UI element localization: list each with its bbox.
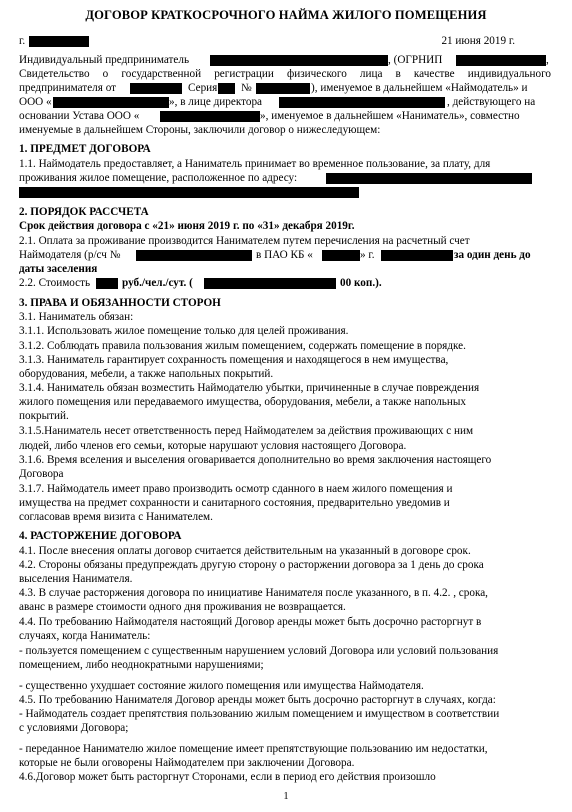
s3-line xyxy=(0,340,572,354)
redaction-block xyxy=(53,97,169,108)
redaction-block xyxy=(96,278,118,289)
intro-line xyxy=(0,110,572,124)
clause-text: 00 коп.). xyxy=(340,277,382,289)
s3-line xyxy=(0,454,572,468)
s2-line xyxy=(0,249,572,263)
intro-line xyxy=(0,82,572,96)
intro-line xyxy=(0,54,572,68)
s4-line xyxy=(0,545,572,559)
s3-line xyxy=(0,368,572,382)
redaction-block xyxy=(210,55,388,66)
s4-line xyxy=(0,559,572,573)
clause-text: 3.1. Наниматель обязан: xyxy=(19,311,134,323)
clause-text: которые не были оговорены Наймодателем при заключении Договора. xyxy=(19,757,355,769)
header-row xyxy=(0,35,572,49)
clause-text: » г. xyxy=(360,249,375,261)
redaction-block xyxy=(130,83,182,94)
intro-text: , xyxy=(546,54,549,66)
clause-text: жилого помещения или передаваемого имущества, оборудования, мебели, а также напольных xyxy=(19,396,466,408)
section-heading xyxy=(0,297,572,311)
s4-line xyxy=(0,630,572,644)
clause-text: даты заселения xyxy=(19,263,98,275)
redaction-block xyxy=(218,83,235,94)
intro-line xyxy=(0,124,572,138)
s2-line xyxy=(0,220,572,234)
s3-line xyxy=(0,325,572,339)
section-heading xyxy=(0,530,572,544)
city-prefix: г. xyxy=(19,35,26,47)
s4-line xyxy=(0,645,572,659)
intro-line xyxy=(0,68,572,82)
clause-text: 4.4. По требованию Наймодателя настоящий Договор аренды может быть досрочно расторгнут в xyxy=(19,616,482,628)
page-number: 1 xyxy=(283,791,289,802)
document-title: ДОГОВОР КРАТКОСРОЧНОГО НАЙМА ЖИЛОГО ПОМЕЩЕНИЯ xyxy=(85,8,487,22)
clause-text: Договора xyxy=(19,468,64,480)
intro-text: , действующего на xyxy=(447,96,536,108)
s3-line xyxy=(0,382,572,396)
clause-text: покрытий. xyxy=(19,410,69,422)
redaction-block xyxy=(279,97,445,108)
s3-line xyxy=(0,483,572,497)
redaction-block xyxy=(381,250,453,261)
clause-text: в ПАО КБ « xyxy=(256,249,313,261)
section-heading xyxy=(0,143,572,157)
clause-text: 1.1. Наймодатель предоставляет, а Наниматель принимает во временное пользование, за плату, для xyxy=(19,158,491,170)
clause-text: помещением, либо неоднократными нарушениями; xyxy=(19,659,264,671)
clause-text: - существенно ухудшает состояние жилого помещения или имущества Наймодателя. xyxy=(19,680,424,692)
section-3-heading: 3. ПРАВА И ОБЯЗАННОСТИ СТОРОН xyxy=(19,297,221,309)
s4-line xyxy=(0,771,572,785)
intro-line xyxy=(0,96,572,110)
redaction-block xyxy=(19,187,359,198)
s3-line xyxy=(0,311,572,325)
intro-text: ), именуемое в дальнейшем «Наймодатель» и xyxy=(311,82,528,94)
s4-line xyxy=(0,659,572,673)
intro-text: Индивидуальный предприниматель xyxy=(19,54,190,66)
clause-text: 3.1.4. Наниматель обязан возместить Наймодателю убытки, причиненные в случае повреждения xyxy=(19,382,480,394)
intro-text: ООО « xyxy=(19,96,52,108)
clause-text: с условиями Договора; xyxy=(19,722,129,734)
clause-text: 3.1.3. Наниматель гарантирует сохранность помещения и находящегося в нем имущества, xyxy=(19,354,449,366)
section-heading xyxy=(0,206,572,220)
s3-line xyxy=(0,396,572,410)
s4-line xyxy=(0,573,572,587)
s4-line xyxy=(0,743,572,757)
clause-text: имущества на предмет сохранности и санитарного состояния, предварительно уведомив и xyxy=(19,497,450,509)
s2-line xyxy=(0,277,572,291)
s4-line xyxy=(0,708,572,722)
s4-line xyxy=(0,601,572,615)
s1-line xyxy=(0,172,572,186)
section-4-heading: 4. РАСТОРЖЕНИЕ ДОГОВОРА xyxy=(19,530,182,542)
s3-line xyxy=(0,354,572,368)
clause-text: за один день до xyxy=(454,249,531,261)
section-2-heading: 2. ПОРЯДОК РАССЧЕТА xyxy=(19,206,149,218)
s4-line xyxy=(0,680,572,694)
contract-date: 21 июня 2019 г. xyxy=(441,35,515,47)
redaction-block xyxy=(456,55,546,66)
clause-text: - переданное Нанимателю жилое помещение имеет препятствующие пользованию им недостатки, xyxy=(19,743,488,755)
intro-text: Свидетельство о государственной регистрации физического лица в качестве индивидуального xyxy=(19,68,551,80)
s1-line xyxy=(0,186,572,200)
clause-text: случаях, когда Наниматель: xyxy=(19,630,151,642)
clause-text: 4.1. После внесения оплаты договор считается действительным на указанный в договоре срок. xyxy=(19,545,471,557)
intro-text: Серия xyxy=(188,82,218,94)
clause-text: проживания жилое помещение, расположенное по адресу: xyxy=(19,172,298,184)
intro-text: , (ОГРНИП xyxy=(388,54,443,66)
intro-text: именуемые в дальнейшем Стороны, заключили договор о нижеследующем: xyxy=(19,124,381,136)
intro-text: № xyxy=(241,82,252,94)
clause-text: 3.1.5.Наниматель несет ответственность перед Наймодателем за действия проживающих с ним xyxy=(19,425,474,437)
s4-line xyxy=(0,616,572,630)
clause-text: 4.6.Договор может быть расторгнут Сторонами, если в период его действия произошло xyxy=(19,771,436,783)
s3-line xyxy=(0,511,572,525)
intro-text: предпринимателя от xyxy=(19,82,117,94)
redaction-block xyxy=(29,36,89,47)
redaction-block xyxy=(160,111,260,122)
s3-line xyxy=(0,497,572,511)
clause-text: согласовав время визита с Нанимателем. xyxy=(19,511,213,523)
clause-text: 4.5. По требованию Нанимателя Договор аренды может быть досрочно расторгнут в случаях, когда: xyxy=(19,694,496,706)
redaction-block xyxy=(204,278,336,289)
clause-text: 4.3. В случае расторжения договора по инициативе Нанимателя после указанного, в п. 4.2. , срока, xyxy=(19,587,488,599)
clause-text: 3.1.1. Использовать жилое помещение только для целей проживания. xyxy=(19,325,349,337)
intro-text: », именуемое в дальнейшем «Наниматель», совместно xyxy=(260,110,520,122)
s4-line xyxy=(0,587,572,601)
section-1-heading: 1. ПРЕДМЕТ ДОГОВОРА xyxy=(19,143,151,155)
clause-text: людей, либо членов его семьи, которые нарушают условия настоящего Договора. xyxy=(19,440,407,452)
s4-line xyxy=(0,757,572,771)
s4-line xyxy=(0,694,572,708)
s2-line xyxy=(0,235,572,249)
clause-text: - Наймодатель создает препятствия пользованию жилым помещением и имуществом в соответствии xyxy=(19,708,500,720)
redaction-block xyxy=(256,83,310,94)
clause-text: выселения Нанимателя. xyxy=(19,573,133,585)
s3-line xyxy=(0,425,572,439)
s3-line xyxy=(0,468,572,482)
clause-text: оборудования, мебели, а также напольных покрытий. xyxy=(19,368,274,380)
clause-text: аванс в размере стоимости одного дня проживания не возвращается. xyxy=(19,601,346,613)
clause-text: 4.2. Стороны обязаны предупреждать другую сторону о расторжении договора за 1 день до срока xyxy=(19,559,484,571)
clause-text: 2.2. Стоимость xyxy=(19,277,91,289)
s2-line xyxy=(0,263,572,277)
s3-line xyxy=(0,440,572,454)
clause-text: 3.1.6. Время вселения и выселения оговаривается дополнительно во время заключения настоящего xyxy=(19,454,492,466)
s3-line xyxy=(0,410,572,424)
clause-text: - пользуется помещением с существенным нарушением условий Договора или условий пользования xyxy=(19,645,499,657)
clause-text: 3.1.2. Соблюдать правила пользования жилым помещением, содержать помещение в порядке. xyxy=(19,340,466,352)
clause-text: руб./чел./сут. ( xyxy=(122,277,193,289)
clause-text: Наймодателя (р/сч № xyxy=(19,249,121,261)
clause-text: 3.1.7. Наймодатель имеет право производить осмотр сданного в наем жилого помещения и xyxy=(19,483,453,495)
contract-term: Срок действия договора с «21» июня 2019 г. по «31» декабря 2019г. xyxy=(19,220,355,232)
s1-line xyxy=(0,158,572,172)
s4-line xyxy=(0,722,572,736)
clause-text: 2.1. Оплата за проживание производится Нанимателем путем перечисления на расчетный счет xyxy=(19,235,470,247)
redaction-block xyxy=(322,250,360,261)
intro-text: », в лице директора xyxy=(169,96,263,108)
redaction-block xyxy=(136,250,252,261)
redaction-block xyxy=(326,173,532,184)
intro-text: основании Устава ООО « xyxy=(19,110,140,122)
